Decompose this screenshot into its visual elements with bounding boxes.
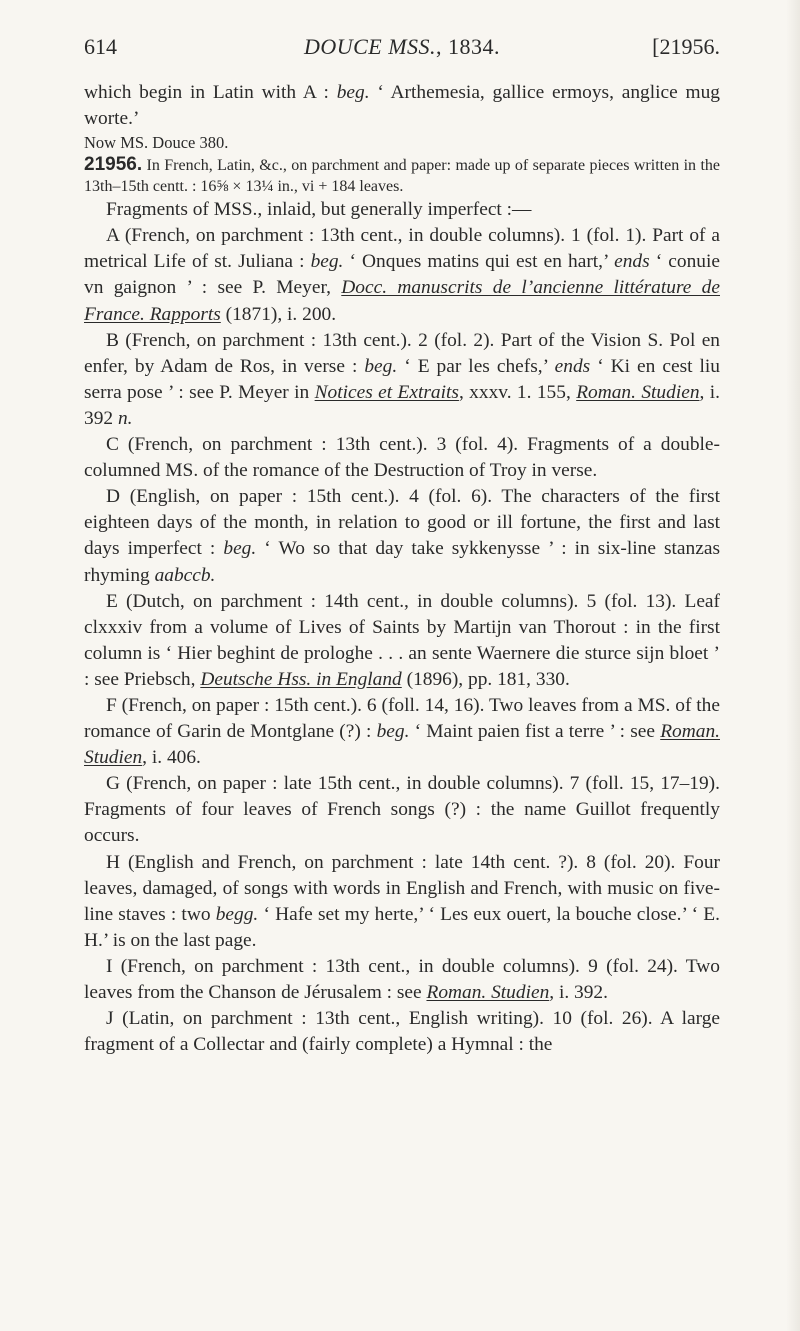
running-title — [84, 34, 720, 60]
fragment-item-g: G (French, on paper : late 15th cent., in double columns). 7 (foll. 15, 17–19). Fragments of four leaves of French songs (?) : the name Guillot frequently occurs. — [84, 773, 720, 847]
continued-paragraph: which begin in Latin with A : beg. ‘ Arthemesia, gallice ermoys, anglice mug worte.’ — [84, 82, 720, 130]
running-title-italic: DOUCE MSS. — [303, 34, 437, 59]
page-number: 614 — [84, 34, 117, 59]
now-ms-note: Now MS. Douce 380. — [84, 133, 229, 153]
fragment-item-i: I (French, on parchment : 13th cent., in double columns). 9 (fol. 24). Two leaves from the Chanson de Jérusalem : see Roman. Studien, i. 392. — [84, 955, 720, 1003]
running-title-year: , 1834. — [436, 34, 501, 59]
fragment-item-e: E (Dutch, on parchment : 14th cent., in double columns). 5 (fol. 13). Leaf clxxxiv from a volume of Lives of Saints by Martijn van Thorout : in the first column is ‘ Hier beghint de prologhe . . . an sente Waernere die sturce sijn bloet ’ : see Priebsch, Deutsche Hss. in England (1896), pp. 181, 330. — [84, 590, 720, 690]
fragment-item-b: B (French, on parchment : 13th cent.). 2 (fol. 2). Part of the Vision S. Pol en enfer, by Adam de Ros, in verse : beg. ‘ E par les chefs,’ ends ‘ Ki en cest liu serra pose ’ : see P. Meyer in Notices et Extraits, xxxv. 1. 155, Roman. Studien, i. 392 n. — [84, 329, 720, 429]
running-header — [84, 34, 720, 68]
fragment-item-c: C (French, on parchment : 13th cent.). 3 (fol. 4). Fragments of a double-columned MS. of the romance of the Destruction of Troy in verse. — [84, 434, 720, 482]
catalogue-entry-heading — [84, 154, 720, 197]
shelfmark-ref: [21956. — [652, 34, 720, 59]
fragment-item-h: H (English and French, on parchment : late 14th cent. ?). 8 (fol. 20). Four leaves, damaged, of songs with words in English and French, with music on five-line staves : two begg. ‘ Hafe set my herte,’ ‘ Les eux ouert, la bouche close.’ ‘ E. H.’ is on the last page. — [84, 851, 720, 951]
entry-description: In French, Latin, &c., on parchment and paper: made up of separate pieces written in the 13th–15th centt. : 16⅝ × 13¼ in., vi + 184 leaves. — [84, 157, 720, 196]
fragment-item-f: F (French, on paper : 15th cent.). 6 (foll. 14, 16). Two leaves from a MS. of the romance of Garin de Montglane (?) : beg. ‘ Maint paien fist a terre ’ : see Roman. Studien, i. 406. — [84, 694, 720, 769]
fragment-item-j: J (Latin, on parchment : 13th cent., English writing). 10 (fol. 26). A large fragment of a Collectar and (fairly complete) a Hymnal : the — [84, 1008, 720, 1056]
fragment-item-d: D (English, on paper : 15th cent.). 4 (fol. 6). The characters of the first eighteen days of the month, in relation to good or ill fortune, the first and last days imperfect : beg. ‘ Wo so that day take sykkenysse ’ : in six-line stanzas rhyming aabccb. — [84, 486, 720, 586]
page-body — [84, 80, 720, 1058]
entry-number: 21956. — [84, 154, 143, 176]
fragments-intro: Fragments of MSS., inlaid, but generally imperfect :— — [106, 199, 532, 221]
fragment-item-a: A (French, on parchment : 13th cent., in double columns). 1 (fol. 1). Part of a metrical Life of st. Juliana : beg. ‘ Onques matins qui est en hart,’ ends ‘ conuie vn gaignon ’ : see P. Meyer, Docc. manuscrits de l’ancienne littérature de France. Rapports (1871), i. 200. — [84, 225, 720, 325]
page-edge-shadow — [786, 0, 800, 1331]
